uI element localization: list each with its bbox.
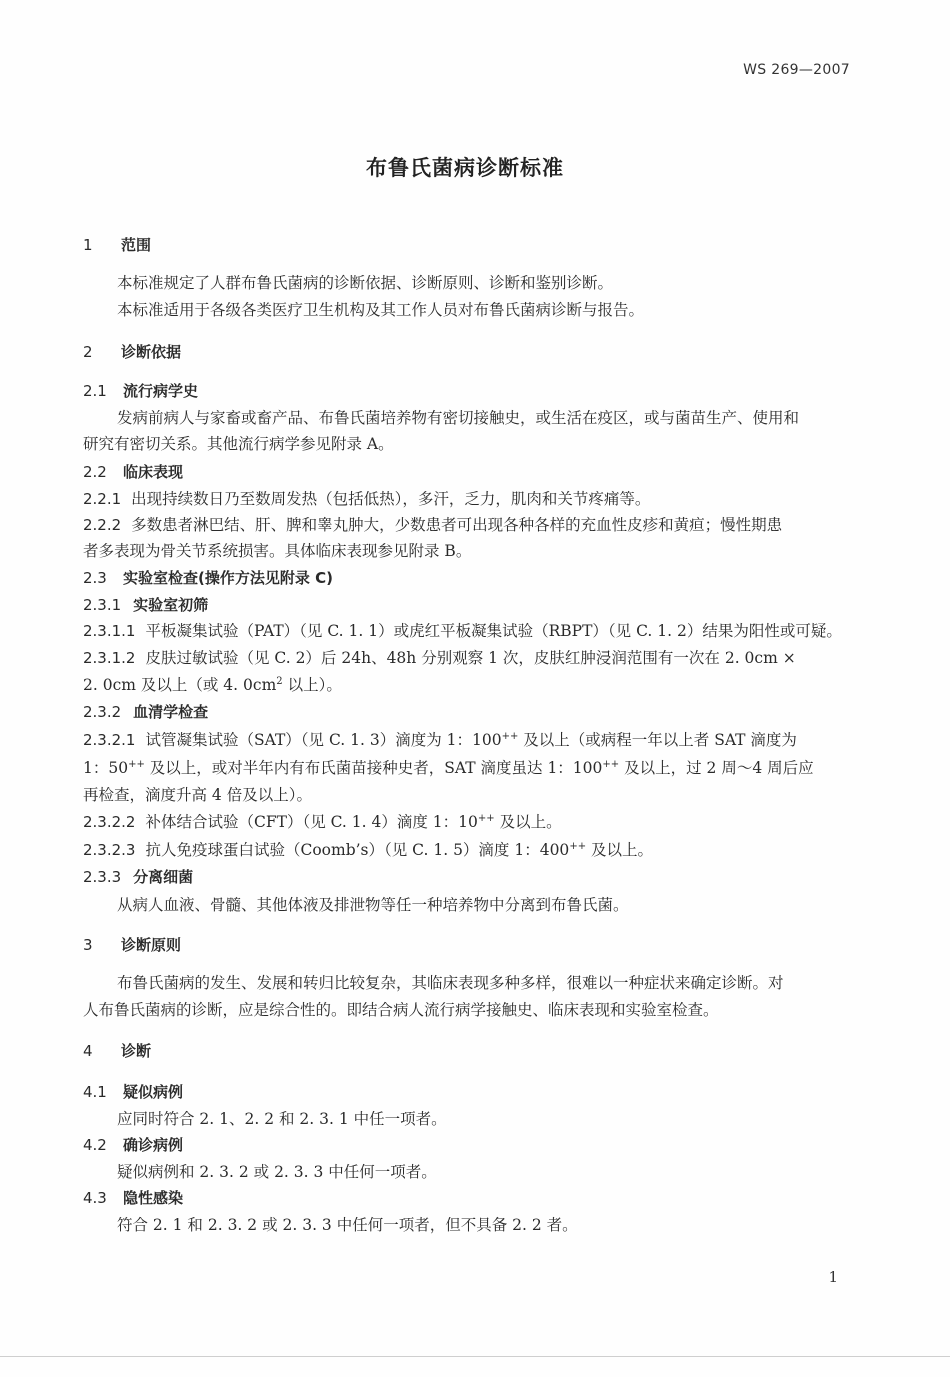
section-title: 确诊病例 bbox=[123, 1136, 184, 1154]
clause-text: 及以上。 bbox=[494, 813, 562, 831]
paragraph: 本标准规定了人群布鲁氏菌病的诊断依据、诊断原则、诊断和鉴别诊断。 bbox=[117, 274, 614, 292]
clause-text: 及以上（或病程一年以上者 SAT 滴度为 bbox=[518, 731, 797, 749]
clause-2-2-2 bbox=[83, 514, 853, 536]
section-2-heading bbox=[83, 341, 853, 363]
text-run: 1：50 bbox=[83, 759, 129, 777]
section-title: 诊断 bbox=[121, 1042, 152, 1060]
section-title: 实验室初筛 bbox=[133, 596, 209, 614]
section-number: 2 bbox=[83, 343, 93, 361]
section-title: 分离细菌 bbox=[133, 868, 194, 886]
section-2-3-heading bbox=[83, 567, 853, 589]
superscript: ++ bbox=[128, 758, 145, 770]
section-2-3-2-heading bbox=[83, 701, 853, 723]
section-number: 3 bbox=[83, 936, 93, 954]
document-title: 布鲁氏菌病诊断标准 bbox=[366, 156, 564, 180]
section-number: 2.3.3 bbox=[83, 868, 122, 886]
clause-number: 2.2.2 bbox=[83, 516, 122, 534]
section-number: 4 bbox=[83, 1042, 93, 1060]
clause-2-3-2-1 bbox=[83, 729, 853, 751]
section-title: 隐性感染 bbox=[123, 1189, 184, 1207]
text-run: 及以上，过 2 周～4 周后应 bbox=[619, 759, 814, 777]
clause-text: 抗人免疫球蛋白试验（Coomb’s）（见 C. 1. 5）滴度 1：400 bbox=[145, 841, 570, 859]
superscript: ++ bbox=[602, 758, 620, 770]
section-title: 实验室检查(操作方法见附录 C) bbox=[123, 569, 333, 587]
section-title: 诊断原则 bbox=[121, 936, 182, 954]
clause-2-3-1-1 bbox=[83, 620, 853, 642]
section-2-2-heading bbox=[83, 461, 853, 483]
section-number: 2.2 bbox=[83, 463, 107, 481]
clause-2-2-1 bbox=[83, 488, 853, 510]
clause-text: 皮肤过敏试验（见 C. 2）后 24h、48h 分别观察 1 次，皮肤红肿浸润范围有一次在 2. 0cm × bbox=[145, 649, 796, 667]
clause-number: 2.3.2.2 bbox=[83, 813, 136, 831]
text-run: 2. 0cm 及以上（或 4. 0cm bbox=[83, 676, 277, 694]
clause-text: 多数患者淋巴结、肝、脾和睾丸肿大，少数患者可出现各种各样的充血性皮疹和黄疸；慢性期患 bbox=[131, 516, 783, 534]
paragraph: 人布鲁氏菌病的诊断，应是综合性的。即结合病人流行病学接触史、临床表现和实验室检查。 bbox=[83, 1001, 719, 1019]
section-title: 范围 bbox=[121, 236, 152, 254]
page-number: 1 bbox=[828, 1268, 838, 1286]
section-4-3-heading bbox=[83, 1187, 853, 1209]
section-title: 诊断依据 bbox=[121, 343, 182, 361]
section-title: 流行病学史 bbox=[123, 382, 199, 400]
paragraph bbox=[83, 674, 853, 696]
clause-number: 2.3.1.1 bbox=[83, 622, 136, 640]
section-number: 4.3 bbox=[83, 1189, 107, 1207]
paragraph: 再检查，滴度升高 4 倍及以上）。 bbox=[83, 786, 312, 804]
section-number: 2.3 bbox=[83, 569, 107, 587]
section-number: 1 bbox=[83, 236, 93, 254]
section-number: 4.2 bbox=[83, 1136, 107, 1154]
section-title: 血清学检查 bbox=[133, 703, 209, 721]
clause-text: 试管凝集试验（SAT）（见 C. 1. 3）滴度为 1：100 bbox=[145, 731, 502, 749]
superscript: ++ bbox=[501, 730, 519, 742]
section-2-1-heading bbox=[83, 380, 853, 402]
clause-number: 2.2.1 bbox=[83, 490, 122, 508]
paragraph bbox=[83, 757, 853, 779]
clause-text: 补体结合试验（CFT）（见 C. 1. 4）滴度 1：10 bbox=[145, 813, 478, 831]
section-4-1-heading bbox=[83, 1081, 853, 1103]
paragraph: 本标准适用于各级各类医疗卫生机构及其工作人员对布鲁氏菌病诊断与报告。 bbox=[117, 301, 645, 319]
paragraph: 从病人血液、骨髓、其他体液及排泄物等任一种培养物中分离到布鲁氏菌。 bbox=[117, 896, 629, 914]
clause-text: 及以上。 bbox=[586, 841, 654, 859]
paragraph: 者多表现为骨关节系统损害。具体临床表现参见附录 B。 bbox=[83, 542, 472, 560]
section-4-2-heading bbox=[83, 1134, 853, 1156]
standard-code: WS 269—2007 bbox=[743, 62, 850, 78]
clause-text: 出现持续数日乃至数周发热（包括低热），多汗，乏力，肌肉和关节疼痛等。 bbox=[131, 490, 651, 508]
scan-edge-divider bbox=[0, 1356, 950, 1357]
section-number: 2.3.1 bbox=[83, 596, 122, 614]
section-number: 2.1 bbox=[83, 382, 107, 400]
paragraph: 发病前病人与家畜或畜产品、布鲁氏菌培养物有密切接触史，或生活在疫区，或与菌苗生产、使用和 bbox=[117, 409, 800, 427]
clause-number: 2.3.1.2 bbox=[83, 649, 136, 667]
paragraph: 应同时符合 2. 1、2. 2 和 2. 3. 1 中任一项者。 bbox=[117, 1110, 447, 1128]
text-run: 及以上，或对半年内有布氏菌苗接种史者，SAT 滴度虽达 1：100 bbox=[144, 759, 603, 777]
text-run: 以上）。 bbox=[282, 676, 342, 694]
paragraph: 布鲁氏菌病的发生、发展和转归比较复杂，其临床表现多种多样，很难以一种症状来确定诊断。对 bbox=[117, 974, 784, 992]
section-2-3-3-heading bbox=[83, 866, 853, 888]
section-3-heading bbox=[83, 934, 853, 956]
paragraph: 研究有密切关系。其他流行病学参见附录 A。 bbox=[83, 435, 394, 453]
clause-2-3-1-2 bbox=[83, 647, 853, 669]
superscript: ++ bbox=[569, 840, 587, 852]
section-1-heading bbox=[83, 234, 853, 256]
section-2-3-1-heading bbox=[83, 594, 853, 616]
clause-2-3-2-2 bbox=[83, 811, 853, 833]
clause-2-3-2-3 bbox=[83, 839, 853, 861]
section-number: 4.1 bbox=[83, 1083, 107, 1101]
paragraph: 符合 2. 1 和 2. 3. 2 或 2. 3. 3 中任何一项者，但不具备 2. 2 者。 bbox=[117, 1216, 578, 1234]
clause-text: 平板凝集试验（PAT）（见 C. 1. 1）或虎红平板凝集试验（RBPT）（见 C. 1. 2）结果为阳性或可疑。 bbox=[145, 622, 842, 640]
paragraph: 疑似病例和 2. 3. 2 或 2. 3. 3 中任何一项者。 bbox=[117, 1163, 437, 1181]
section-title: 疑似病例 bbox=[123, 1083, 184, 1101]
section-number: 2.3.2 bbox=[83, 703, 122, 721]
superscript: ++ bbox=[477, 812, 495, 824]
section-4-heading bbox=[83, 1040, 853, 1062]
clause-number: 2.3.2.3 bbox=[83, 841, 136, 859]
superscript: 2 bbox=[276, 675, 283, 687]
clause-number: 2.3.2.1 bbox=[83, 731, 136, 749]
section-title: 临床表现 bbox=[123, 463, 184, 481]
